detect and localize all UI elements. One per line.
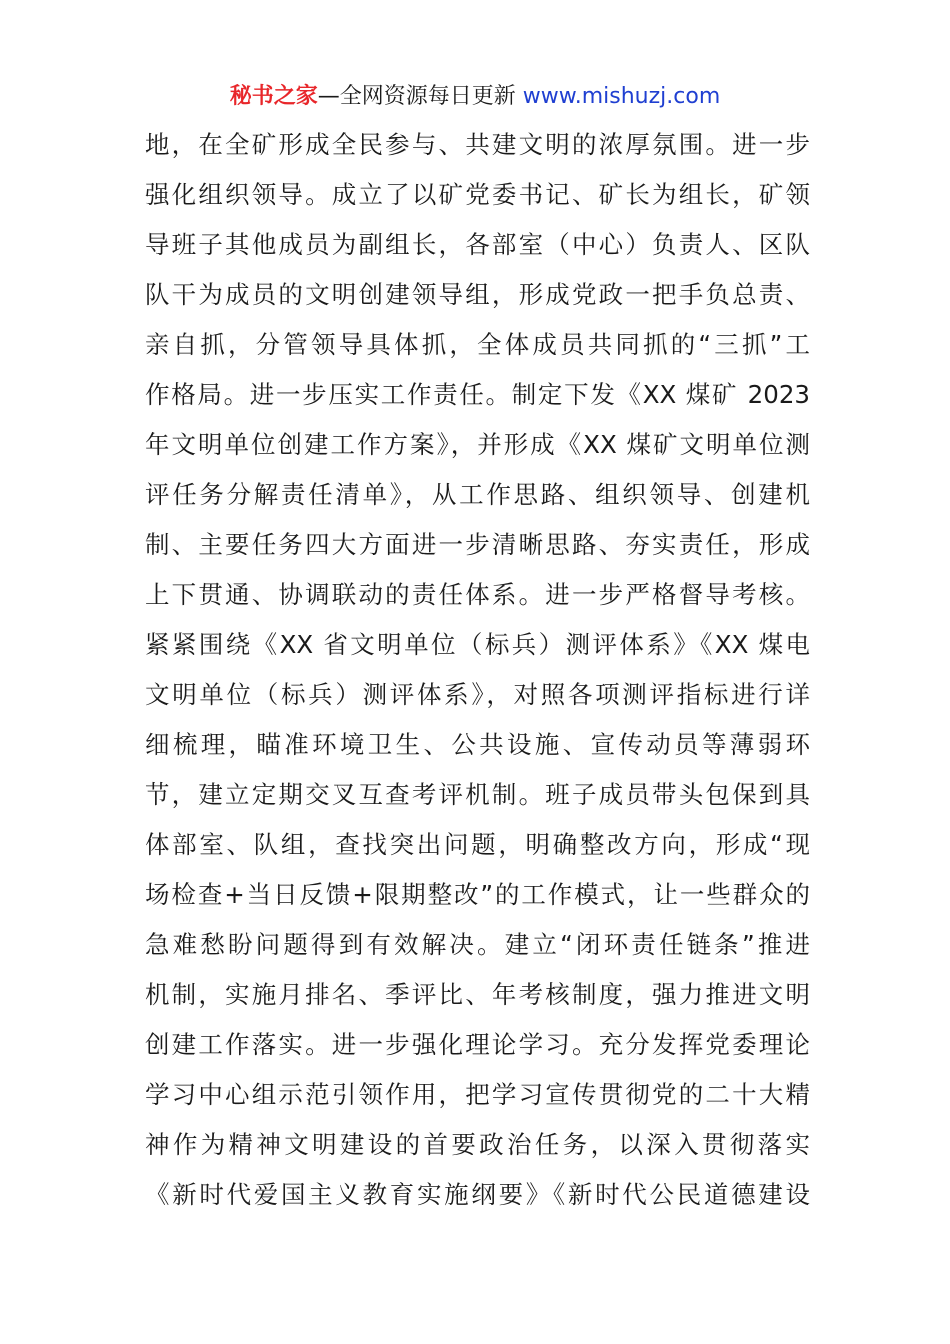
text-line: 上下贯通、协调联动的责任体系。进一步严格督导考核。 [145,580,810,609]
text-line: 创建工作落实。进一步强化理论学习。充分发挥党委理论 [145,1030,810,1059]
text-line: 导班子其他成员为副组长，各部室（中心）负责人、区队 [145,230,810,259]
text-line: 亲自抓，分管领导具体抓，全体成员共同抓的“三抓”工 [145,330,810,359]
text-line: 神作为精神文明建设的首要政治任务，以深入贯彻落实 [145,1130,810,1159]
text-line: 场检查+当日反馈+限期整改”的工作模式，让一些群众的 [145,880,810,909]
text-line: 细梳理，瞄准环境卫生、公共设施、宣传动员等薄弱环 [145,730,810,759]
header-tagline: —全网资源每日更新 [317,84,523,109]
text-line: 评任务分解责任清单》，从工作思路、组织领导、创建机 [145,480,810,509]
text-line: 队干为成员的文明创建领导组，形成党政一把手负总责、 [145,280,810,309]
text-line: 文明单位（标兵）测评体系》，对照各项测评指标进行详 [145,680,810,709]
document-body [145,120,810,1220]
text-line: 年文明单位创建工作方案》，并形成《XX 煤矿文明单位测 [145,430,810,459]
text-line: 机制，实施月排名、季评比、年考核制度，强力推进文明 [145,980,810,1009]
text-line: 节，建立定期交叉互查考评机制。班子成员带头包保到具 [145,780,810,809]
text-line: 急难愁盼问题得到有效解决。建立“闭环责任链条”推进 [145,930,810,959]
text-line: 《新时代爱国主义教育实施纲要》《新时代公民道德建设 [145,1180,810,1209]
text-line: 体部室、队组，查找突出问题，明确整改方向，形成“现 [145,830,810,859]
page-header [0,82,950,112]
text-line: 地，在全矿形成全民参与、共建文明的浓厚氛围。进一步 [145,130,810,159]
text-line: 学习中心组示范引领作用，把学习宣传贯彻党的二十大精 [145,1080,810,1109]
text-line: 制、主要任务四大方面进一步清晰思路、夯实责任，形成 [145,530,810,559]
text-line: 作格局。进一步压实工作责任。制定下发《XX 煤矿 2023 [145,380,810,409]
text-line: 紧紧围绕《XX 省文明单位（标兵）测评体系》《XX 煤电 [145,630,810,659]
header-url-link[interactable]: www.mishuzj.com [522,84,721,109]
text-line: 强化组织领导。成立了以矿党委书记、矿长为组长，矿领 [145,180,810,209]
header-brand: 秘书之家 [229,84,318,109]
